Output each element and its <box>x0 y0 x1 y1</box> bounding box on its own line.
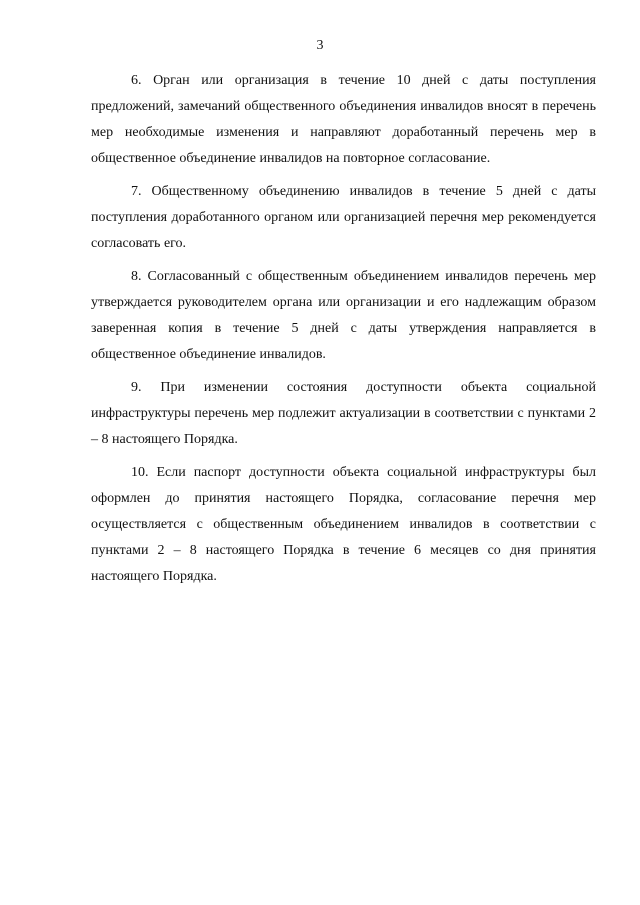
paragraph-item-6: 6. Орган или организация в течение 10 дней с даты поступления предложений, замечаний общественного объединения инвалидов вносят в перечень мер необходимые изменения и направляют доработанный перечень мер в общественное объединение инвалидов на повторное согласование. <box>91 73 596 166</box>
paragraph-item-10: 10. Если паспорт доступности объекта социальной инфраструктуры был оформлен до принятия настоящего Порядка, согласование перечня мер осуществляется с общественным объединением инвалидов в соответствии с пунктами 2 – 8 настоящего Порядка в течение 6 месяцев со дня принятия настоящего Порядка. <box>91 465 596 584</box>
page-number: 3 <box>316 38 324 53</box>
paragraph-item-9: 9. При изменении состояния доступности объекта социальной инфраструктуры перечень мер подлежит актуализации в соответствии с пунктами 2 – 8 настоящего Порядка. <box>91 380 596 447</box>
paragraph-item-8: 8. Согласованный с общественным объединением инвалидов перечень мер утверждается руководителем органа или организации и его надлежащим образом заверенная копия в течение 5 дней с даты утверждения направляется в общественное объединение инвалидов. <box>91 269 596 362</box>
document-body <box>91 68 596 597</box>
paragraph-item-7: 7. Общественному объединению инвалидов в течение 5 дней с даты поступления доработанного органом или организацией перечня мер рекомендуется согласовать его. <box>91 184 596 251</box>
